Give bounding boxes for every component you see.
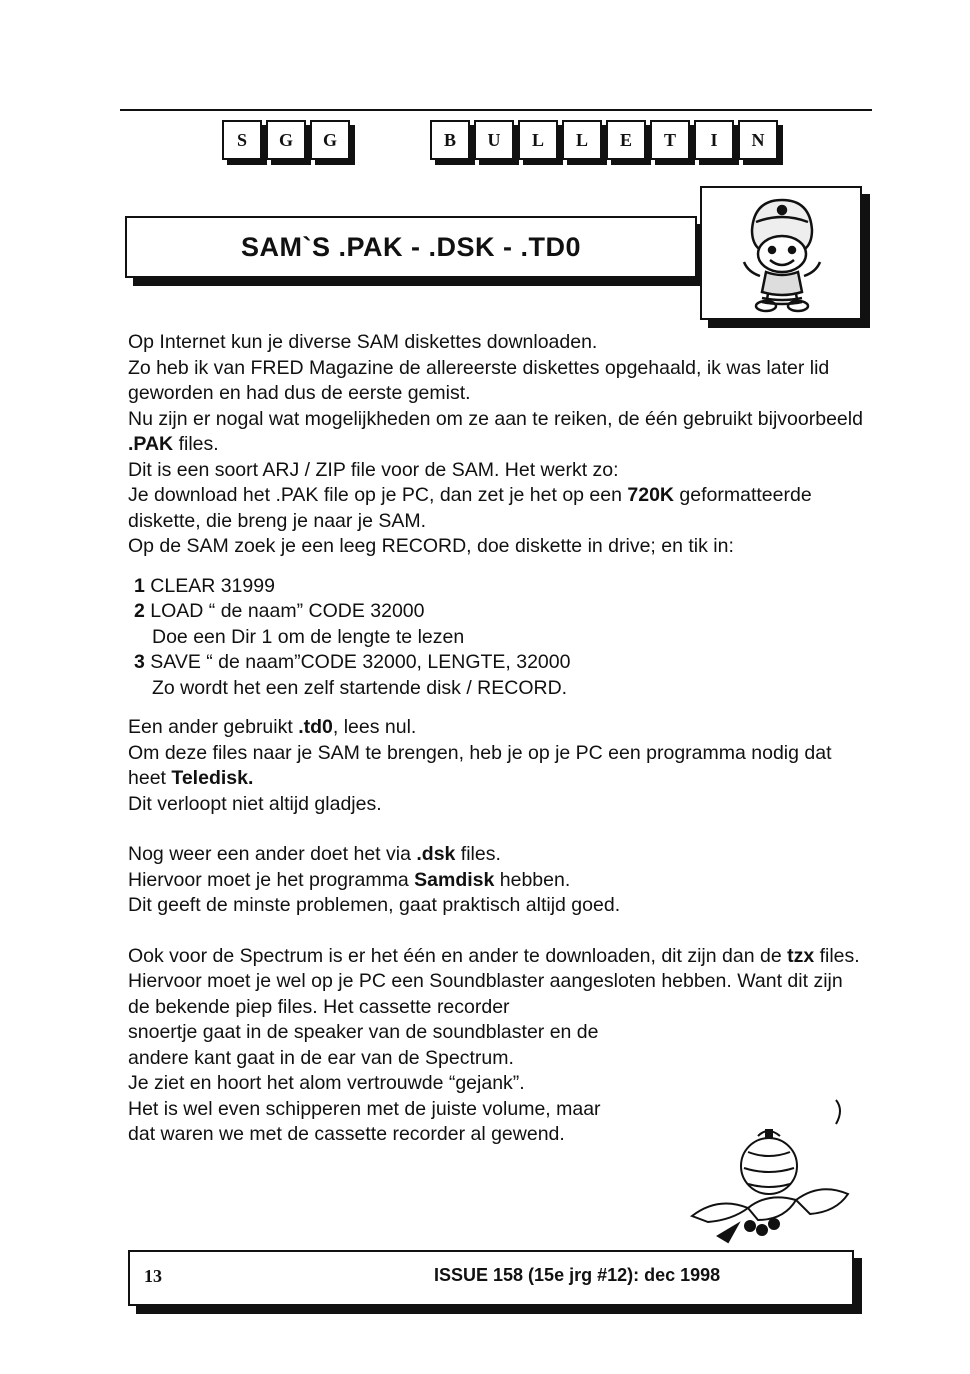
emphasis: 720K <box>627 484 675 506</box>
step-text: LOAD “ de naam” CODE 32000 <box>144 600 425 622</box>
step-note: Zo wordt het een zelf startende disk / RECORD. <box>152 676 568 699</box>
header-letter: G <box>266 120 306 160</box>
text: hebben. <box>494 868 571 891</box>
paragraph <box>128 407 868 458</box>
mascot-box <box>700 186 862 320</box>
paragraph: Op Internet kun je diverse SAM diskettes downloaden. <box>128 331 598 353</box>
step <box>128 599 868 625</box>
header-letter: U <box>474 120 514 160</box>
paragraph: Dit is een soort ARJ / ZIP file voor de SAM. Het werkt zo: <box>128 458 619 481</box>
text: Ook voor de Spectrum is er het één en ander te downloaden, dit zijn dan de <box>128 944 788 967</box>
header-letter: S <box>222 120 262 160</box>
text: Nu zijn er nogal wat mogelijkheden om ze aan te reiken, de één gebruikt bijvoorbeeld <box>128 407 863 430</box>
header-letter: G <box>310 120 350 160</box>
text: , lees nul. <box>332 716 417 738</box>
text: Nog weer een ander doet het via <box>128 843 417 865</box>
paragraph: snoertje gaat in de speaker van de soundblaster en de <box>128 1021 599 1043</box>
header-rule <box>120 109 872 111</box>
header-letter: E <box>606 120 646 160</box>
paragraph <box>128 944 868 1021</box>
article-title: SAM`S .PAK - .DSK - .TD0 <box>240 231 581 262</box>
text: Je download het .PAK file op je PC, dan zet je het op een <box>128 484 628 506</box>
paragraph: Het is wel even schipperen met de juiste volume, maar <box>128 1097 601 1120</box>
paragraph <box>128 483 868 534</box>
paragraph <box>128 868 868 894</box>
emphasis: Teledisk. <box>171 767 254 789</box>
issue-label: ISSUE 158 (15e jrg #12): dec 1998 <box>434 1265 721 1285</box>
paragraph: dat waren we met de cassette recorder al gewend. <box>128 1123 565 1145</box>
step-text: CLEAR 31999 <box>144 574 275 597</box>
article-body <box>128 330 868 1148</box>
header-letter: I <box>694 120 734 160</box>
header-letter: B <box>430 120 470 160</box>
header-letter: L <box>518 120 558 160</box>
paragraph: Zo heb ik van FRED Magazine de allereerste diskettes opgehaald, ik was later lid geworden en had dus de eerste gemist. <box>128 356 830 404</box>
text: files. <box>455 843 501 865</box>
emphasis: .PAK <box>128 433 174 455</box>
paragraph <box>128 842 868 868</box>
text: files. <box>173 433 219 455</box>
page-footer <box>128 1250 854 1306</box>
header-letter: L <box>562 120 602 160</box>
step-number: 1 <box>134 574 145 597</box>
step-number: 2 <box>134 600 145 622</box>
article-title-box <box>125 216 697 278</box>
christmas-ornament-icon <box>688 1096 858 1246</box>
step <box>128 574 868 600</box>
text: files. Hiervoor moet je wel op je PC een Soundblaster aangesloten hebben. Want dit zijn de bekende piep files. Het cassette recorder <box>128 944 860 1018</box>
step <box>128 650 868 676</box>
page-number: 13 <box>144 1266 162 1286</box>
paragraph: Op de SAM zoek je een leeg RECORD, doe diskette in drive; en tik in: <box>128 535 734 557</box>
paragraph <box>128 741 868 792</box>
header-bulletin <box>430 120 778 160</box>
step-note: Doe een Dir 1 om de lengte te lezen <box>152 625 465 648</box>
paragraph: Dit geeft de minste problemen, gaat praktisch altijd goed. <box>128 894 621 916</box>
text: Hiervoor moet je het programma <box>128 868 415 891</box>
text: Een ander gebruikt <box>128 716 299 738</box>
text: Om deze files naar je SAM te brengen, heb je op je PC een programma nodig dat heet <box>128 741 832 789</box>
header-letter: T <box>650 120 690 160</box>
paragraph: andere kant gaat in de ear van de Spectrum. <box>128 1046 514 1069</box>
header-sgg <box>222 120 350 160</box>
emphasis: .dsk <box>416 843 456 865</box>
text: geformatteerde diskette, die breng je naar je SAM. <box>128 484 812 532</box>
mascot-icon <box>722 192 838 314</box>
step-text: SAVE “ de naam”CODE 32000, LENGTE, 32000 <box>144 651 571 673</box>
emphasis: tzx <box>787 944 815 967</box>
paragraph <box>128 715 868 741</box>
header-letter: N <box>738 120 778 160</box>
paragraph: Je ziet en hoort het alom vertrouwde “gejank”. <box>128 1072 525 1094</box>
emphasis: Samdisk <box>414 868 495 891</box>
step-number: 3 <box>134 651 145 673</box>
paragraph: Dit verloopt niet altijd gladjes. <box>128 792 382 815</box>
emphasis: .td0 <box>298 716 333 738</box>
